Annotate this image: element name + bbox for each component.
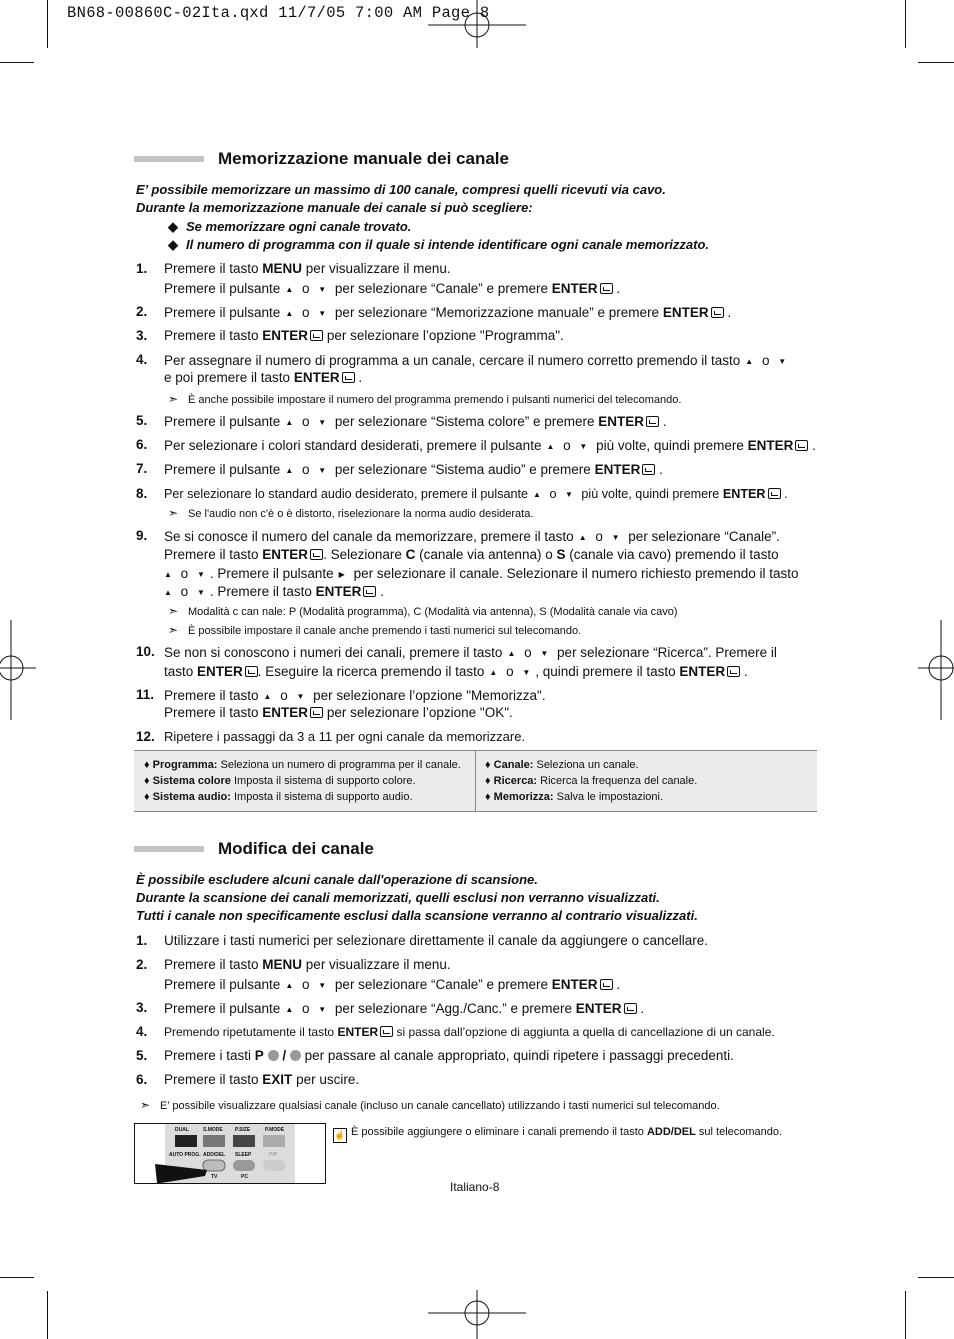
registration-mark-right: [918, 620, 954, 720]
down-arrow-icon: [318, 461, 326, 476]
table-divider: [475, 751, 476, 811]
up-arrow-icon: [546, 437, 554, 452]
enter-icon: [310, 330, 323, 341]
remote-label: AUTO PROG.: [169, 1152, 201, 1158]
enter-icon: [642, 464, 655, 475]
section-title: Memorizzazione manuale dei canale: [218, 149, 509, 168]
note: ➣ È anche possibile impostare il numero del programma premendo i pulsanti numerici del telecomando.: [168, 392, 682, 406]
step-number: 10.: [136, 644, 155, 659]
diamond-icon: ◆: [168, 219, 178, 234]
step-number: 9.: [136, 528, 148, 543]
up-arrow-icon: [264, 687, 272, 702]
down-arrow-icon: [318, 976, 326, 991]
bullet-item: ◆ Se memorizzare ogni canale trovato.: [168, 219, 412, 234]
step-text: Premere il pulsante▲ o ▼ per selezionare “Sistema audio” e premere ENTER .: [164, 461, 663, 477]
down-arrow-icon: [565, 486, 573, 500]
crop-mark: [47, 0, 48, 48]
table-row: ♦ Memorizza: Salva le impostazioni.: [485, 791, 664, 803]
intro-line: Durante la scansione dei canali memorizzati, quelli esclusi non verranno visualizzati.: [136, 890, 660, 905]
enter-icon: [600, 283, 613, 294]
step-text: Premere il pulsante▲ o ▼ per selezionare “Sistema colore” e premere ENTER .: [164, 413, 667, 429]
note: ➣ È possibile impostare il canale anche premendo i tasti numerici sul telecomando.: [168, 623, 582, 637]
remote-label: DUAL: [175, 1127, 189, 1133]
enter-icon: [624, 1003, 637, 1014]
down-arrow-icon: [197, 583, 205, 598]
enter-icon: [380, 1026, 393, 1037]
down-arrow-icon: [318, 413, 326, 428]
step-text: Premere il pulsante▲ o ▼ per selezionare “Agg./Canc.” e premere ENTER .: [164, 1000, 644, 1016]
table-row: ♦ Sistema audio: Imposta il sistema di supporto audio.: [144, 791, 413, 803]
down-arrow-icon: [318, 1000, 326, 1015]
note-arrow-icon: ➣: [168, 392, 179, 406]
enter-icon: [646, 416, 659, 427]
bullet-item: ◆ Il numero di programma con il quale si intende identificare ogni canale memorizzato.: [168, 237, 709, 252]
remote-illustration: [135, 1124, 325, 1183]
step-text: Premere il tasto EXIT per uscire.: [164, 1072, 360, 1087]
step-number: 12.: [136, 729, 155, 744]
down-arrow-icon: [540, 644, 548, 659]
step-text: ▲ o ▼. Premere il pulsante▶ per selezionare il canale. Selezionare il numero richiesto premendo il tasto: [164, 565, 799, 581]
step-number: 5.: [136, 1048, 148, 1063]
intro-line: E’ possibile memorizzare un massimo di 100 canale, compresi quelli ricevuti via cavo.: [136, 182, 666, 197]
step-text: Premere il tasto ENTER per selezionare l’opzione "Programma".: [164, 328, 564, 343]
crop-mark: [918, 1277, 954, 1278]
step-text: ▲ o ▼. Premere il tasto ENTER .: [164, 583, 384, 599]
remote-label: PC: [241, 1174, 248, 1180]
table-row: ♦ Canale: Seleziona un canale.: [485, 759, 639, 771]
step-text: Premere il pulsante▲ o ▼ per selezionare “Canale” e premere ENTER .: [164, 976, 620, 992]
remote-control-image: [134, 1123, 326, 1184]
crop-mark: [0, 1277, 34, 1278]
crop-mark: [918, 62, 954, 63]
enter-icon: [600, 979, 613, 990]
file-slug: BN68-00860C-02Ita.qxd 11/7/05 7:00 AM Page 8: [67, 4, 490, 22]
table-row: ♦ Ricerca: Ricerca la frequenza del canale.: [485, 775, 698, 787]
note-arrow-icon: ➣: [168, 506, 179, 520]
hand-icon: ☝: [333, 1128, 347, 1143]
step-number: 11.: [136, 687, 155, 702]
note-arrow-icon: ➣: [168, 604, 179, 618]
step-number: 1.: [136, 933, 148, 948]
up-arrow-icon: [164, 583, 172, 598]
up-arrow-icon: [579, 528, 587, 543]
remote-note: ☝ È possibile aggiungere o eliminare i canali premendo il tasto ADD/DEL sul telecomando.: [333, 1126, 782, 1143]
up-arrow-icon: [285, 461, 293, 476]
remote-label: S.MODE: [203, 1127, 223, 1133]
section-bar: [134, 846, 204, 852]
step-text: Premere il tasto ENTER per selezionare l’opzione "OK".: [164, 705, 513, 720]
up-arrow-icon: [285, 976, 293, 991]
step-text: Premere i tasti P / per passare al canale appropriato, quindi ripetere i passaggi precedenti.: [164, 1048, 734, 1063]
enter-icon: [711, 307, 724, 318]
step-number: 4.: [136, 1024, 148, 1039]
up-arrow-icon: [285, 280, 293, 295]
step-number: 4.: [136, 352, 148, 367]
table-row: ♦ Programma: Seleziona un numero di programma per il canale.: [144, 759, 461, 771]
page-number: Italiano-8: [450, 1180, 500, 1194]
p-up-icon: [268, 1050, 279, 1061]
step-text: Ripetere i passaggi da 3 a 11 per ogni canale da memorizzare.: [164, 729, 526, 744]
remote-label: ADD/DEL: [203, 1152, 226, 1158]
remote-label: SLEEP: [235, 1152, 252, 1158]
down-arrow-icon: [612, 528, 620, 543]
up-arrow-icon: [745, 352, 753, 367]
table-column-left: [144, 757, 461, 805]
step-text: Premere il tasto MENU per visualizzare il menu.: [164, 957, 451, 972]
up-arrow-icon: [285, 413, 293, 428]
crop-mark: [47, 1291, 48, 1339]
down-arrow-icon: [522, 663, 530, 678]
crop-mark: [905, 0, 906, 48]
note: ➣ Modalità c can nale: P (Modalità programma), C (Modalità via antenna), S (Modalità canale via cavo): [168, 604, 678, 618]
enter-icon: [768, 488, 781, 499]
note-arrow-icon: ➣: [140, 1098, 151, 1112]
table-column-right: [485, 757, 697, 805]
enter-icon: [310, 549, 323, 560]
step-number: 6.: [136, 437, 148, 452]
up-arrow-icon: [164, 565, 172, 580]
up-arrow-icon: [285, 304, 293, 319]
crop-mark: [905, 1291, 906, 1339]
enter-icon: [795, 440, 808, 451]
up-arrow-icon: [285, 1000, 293, 1015]
step-text: Premere il tasto MENU per visualizzare il menu.: [164, 261, 451, 276]
crop-mark: [0, 62, 34, 63]
registration-mark-bottom: [428, 1290, 526, 1339]
section-bar: [134, 156, 204, 162]
intro-line: Durante la memorizzazione manuale dei canale si può scegliere:: [136, 200, 533, 215]
intro-line: È possibile escludere alcuni canale dall'operazione di scansione.: [136, 872, 538, 887]
step-text: Premere il pulsante▲ o ▼ per selezionare “Canale” e premere ENTER .: [164, 280, 620, 296]
up-arrow-icon: [489, 663, 497, 678]
section-title: Modifica dei canale: [218, 839, 374, 858]
down-arrow-icon: [579, 437, 587, 452]
note: ➣ E’ possibile visualizzare qualsiasi canale (incluso un canale cancellato) utilizzando i tasti numerici sul telecomando.: [140, 1098, 720, 1112]
step-text: Per selezionare i colori standard desiderati, premere il pulsante▲ o ▼ più volte, quindi premere ENTER .: [164, 437, 816, 453]
enter-icon: [245, 666, 258, 677]
enter-icon: [363, 586, 376, 597]
diamond-icon: ◆: [168, 237, 178, 252]
step-number: 1.: [136, 261, 148, 276]
step-number: 8.: [136, 486, 148, 501]
step-text: Per selezionare lo standard audio desiderato, premere il pulsante▲ o ▼ più volte, quindi premere ENTER .: [164, 486, 788, 501]
registration-mark-left: [0, 620, 36, 720]
step-text: Premere il pulsante▲ o ▼ per selezionare “Memorizzazione manuale” e premere ENTER .: [164, 304, 731, 320]
step-text: Premendo ripetutamente il tasto ENTER si passa dall’opzione di aggiunta a quella di cancellazione di un canale.: [164, 1025, 775, 1039]
step-text: Utilizzare i tasti numerici per selezionare direttamente il canale da aggiungere o cancellare.: [164, 933, 709, 948]
step-text: Premere il tasto ENTER . Selezionare C (canale via antenna) o S (canale via cavo) premendo il tasto: [164, 547, 779, 562]
down-arrow-icon: [197, 565, 205, 580]
step-number: 5.: [136, 413, 148, 428]
step-number: 2.: [136, 957, 148, 972]
intro-line: Tutti i canale non specificamente esclusi dalla scansione verranno al contrario visualizzati.: [136, 908, 698, 923]
down-arrow-icon: [778, 352, 786, 367]
p-down-icon: [290, 1050, 301, 1061]
remote-label: P.MODE: [265, 1127, 285, 1133]
note: ➣ Se l'audio non c'è o è distorto, riselezionare la norma audio desiderata.: [168, 506, 534, 520]
up-arrow-icon: [533, 486, 541, 500]
remote-label: TV: [211, 1174, 218, 1180]
remote-label: P.SIZE: [235, 1127, 251, 1133]
down-arrow-icon: [318, 280, 326, 295]
enter-icon: [342, 372, 355, 383]
note-arrow-icon: ➣: [168, 623, 179, 637]
step-text: Premere il tasto▲ o ▼ per selezionare l’opzione "Memorizza".: [164, 687, 546, 703]
step-number: 3.: [136, 328, 148, 343]
down-arrow-icon: [296, 687, 304, 702]
down-arrow-icon: [318, 304, 326, 319]
step-number: 7.: [136, 461, 148, 476]
step-number: 3.: [136, 1000, 148, 1015]
step-text: Se si conosce il numero del canale da memorizzare, premere il tasto▲ o ▼ per selezionare “Canale”.: [164, 528, 780, 544]
table-row: ♦ Sistema colore Imposta il sistema di supporto colore.: [144, 775, 416, 787]
step-text: Per assegnare il numero di programma a un canale, cercare il numero corretto premendo il tasto▲ o ▼: [164, 352, 791, 368]
step-text: Se non si conoscono i numeri dei canali, premere il tasto▲ o ▼ per selezionare “Ricerca”. Premere il: [164, 644, 777, 660]
remote-label: PIP: [269, 1152, 278, 1158]
step-text: tasto ENTER . Eseguire la ricerca premendo il tasto▲ o ▼, quindi premere il tasto ENTER .: [164, 663, 748, 679]
right-arrow-icon: [339, 565, 345, 580]
options-table: [134, 750, 817, 812]
enter-icon: [727, 666, 740, 677]
up-arrow-icon: [507, 644, 515, 659]
enter-icon: [310, 707, 323, 718]
step-number: 6.: [136, 1072, 148, 1087]
step-text: e poi premere il tasto ENTER .: [164, 370, 363, 385]
step-number: 2.: [136, 304, 148, 319]
